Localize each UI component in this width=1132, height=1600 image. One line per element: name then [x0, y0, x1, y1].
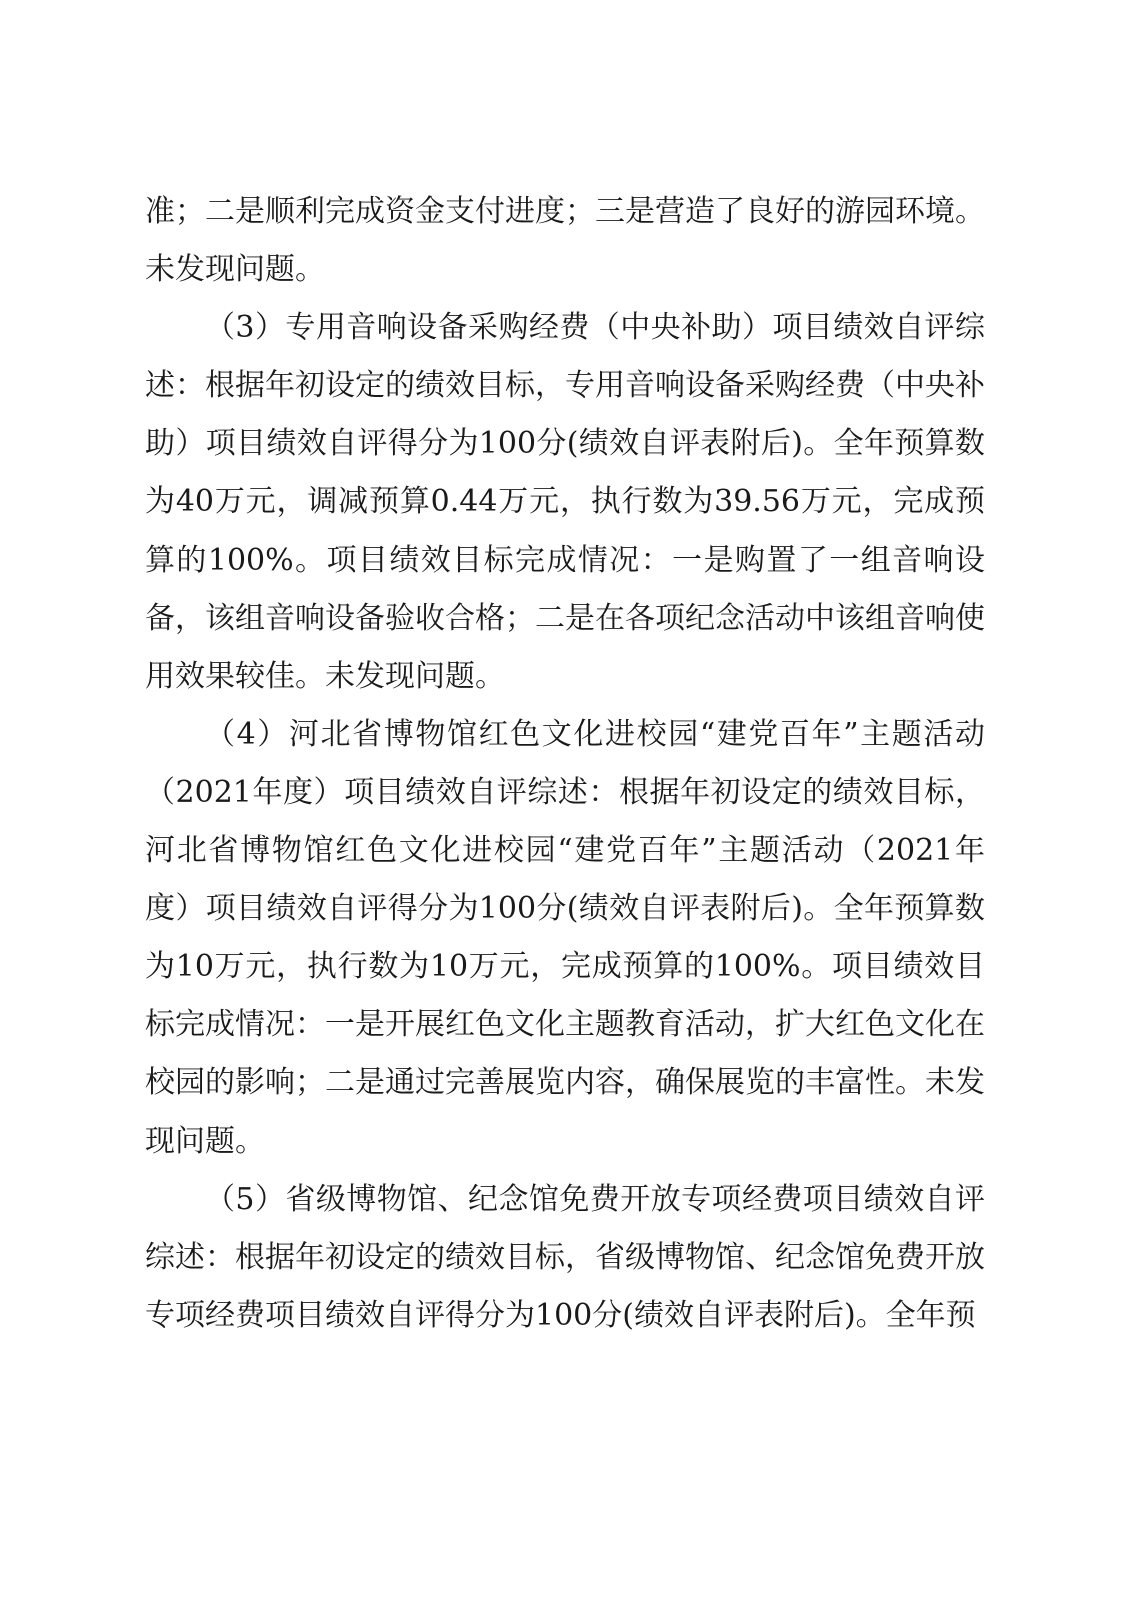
paragraph-continuation: 准；二是顺利完成资金支付进度；三是营造了良好的游园环境。未发现问题。 — [145, 194, 985, 288]
body-text — [145, 183, 985, 1345]
paragraph-item-4: （4）河北省博物馆红色文化进校园“建党百年”主题活动（2021年度）项目绩效自评综述：根据年初设定的绩效目标，河北省博物馆红色文化进校园“建党百年”主题活动（2021年度）项目绩效自评得分为100分(绩效自评表附后)。全年预算数为10万元，执行数为10万元，完成预算的100%。项目绩效目标完成情况：一是开展红色文化主题教育活动，扩大红色文化在校园的影响；二是通过完善展览内容，确保展览的丰富性。未发现问题。 — [145, 716, 985, 1159]
paragraph-item-5: （5）省级博物馆、纪念馆免费开放专项经费项目绩效自评综述：根据年初设定的绩效目标，省级博物馆、纪念馆免费开放专项经费项目绩效自评得分为100分(绩效自评表附后)。全年预 — [145, 1181, 985, 1333]
paragraph-item-3: （3）专用音响设备采购经费（中央补助）项目绩效自评综述：根据年初设定的绩效目标，专用音响设备采购经费（中央补助）项目绩效自评得分为100分(绩效自评表附后)。全年预算数为40万元，调减预算0.44万元，执行数为39.56万元，完成预算的100%。项目绩效目标完成情况：一是购置了一组音响设备，该组音响设备验收合格；二是在各项纪念活动中该组音响使用效果较佳。未发现问题。 — [145, 310, 985, 694]
